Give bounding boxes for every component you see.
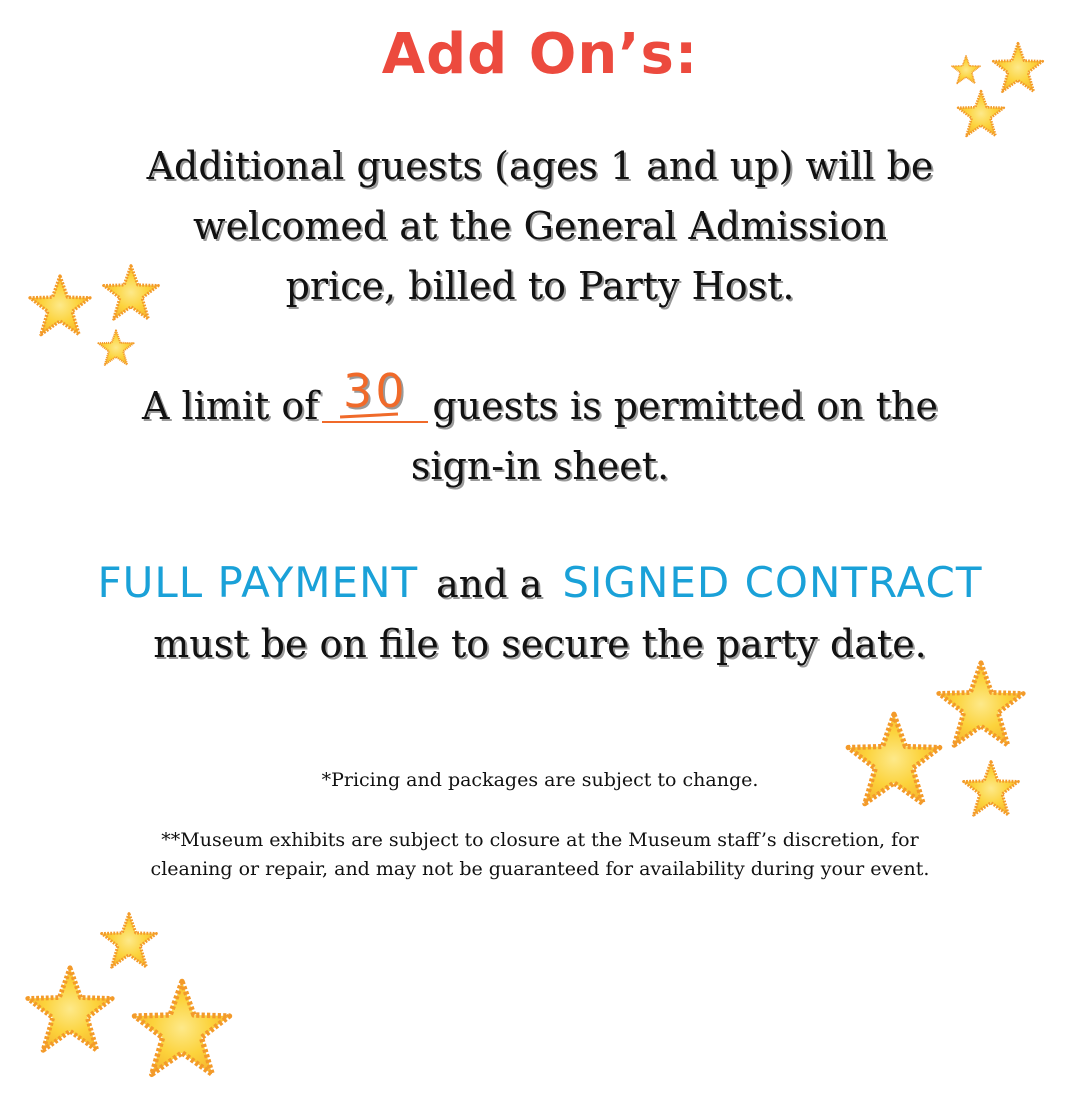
guests-line-2: welcomed at the General Admission <box>193 204 887 248</box>
guest-limit-blank <box>322 364 428 425</box>
limit-line-1 <box>90 364 990 436</box>
full-payment-text: FULL PAYMENT <box>97 558 419 607</box>
star-icon <box>950 54 982 86</box>
limit-line-2: sign-in sheet. <box>410 444 670 488</box>
star-icon <box>960 758 1022 820</box>
payment-line-2: must be on file to secure the party date. <box>153 622 927 666</box>
guests-line-1: Additional guests (ages 1 and up) will be <box>146 144 934 188</box>
limit-before-text: A limit of <box>142 384 319 428</box>
star-icon <box>100 262 162 324</box>
pricing-note: *Pricing and packages are subject to change. <box>321 769 759 791</box>
star-icon <box>128 975 236 1083</box>
guest-limit-number: 30 <box>343 364 408 418</box>
limit-after-text: guests is permitted on the <box>432 384 938 428</box>
museum-note-line-2: cleaning or repair, and may not be guaranteed for availability during your event. <box>150 858 930 880</box>
and-a-text: and a <box>436 562 543 606</box>
star-icon <box>933 657 1029 753</box>
guest-limit-paragraph <box>90 364 990 496</box>
fill-in-line <box>322 421 428 423</box>
payment-line-1 <box>90 553 990 614</box>
star-icon <box>955 88 1007 140</box>
museum-note-line-1: **Museum exhibits are subject to closure at the Museum staff’s discretion, for <box>161 829 919 851</box>
star-icon <box>96 328 136 368</box>
star-icon <box>842 708 946 812</box>
payment-paragraph <box>90 553 990 674</box>
signed-contract-text: SIGNED CONTRACT <box>562 558 983 607</box>
page-title: Add On’s: <box>381 22 699 87</box>
star-icon <box>22 962 118 1058</box>
star-icon <box>26 272 94 340</box>
guests-line-3: price, billed to Party Host. <box>285 264 795 308</box>
additional-guests-paragraph <box>90 136 990 316</box>
museum-note <box>80 826 1000 884</box>
